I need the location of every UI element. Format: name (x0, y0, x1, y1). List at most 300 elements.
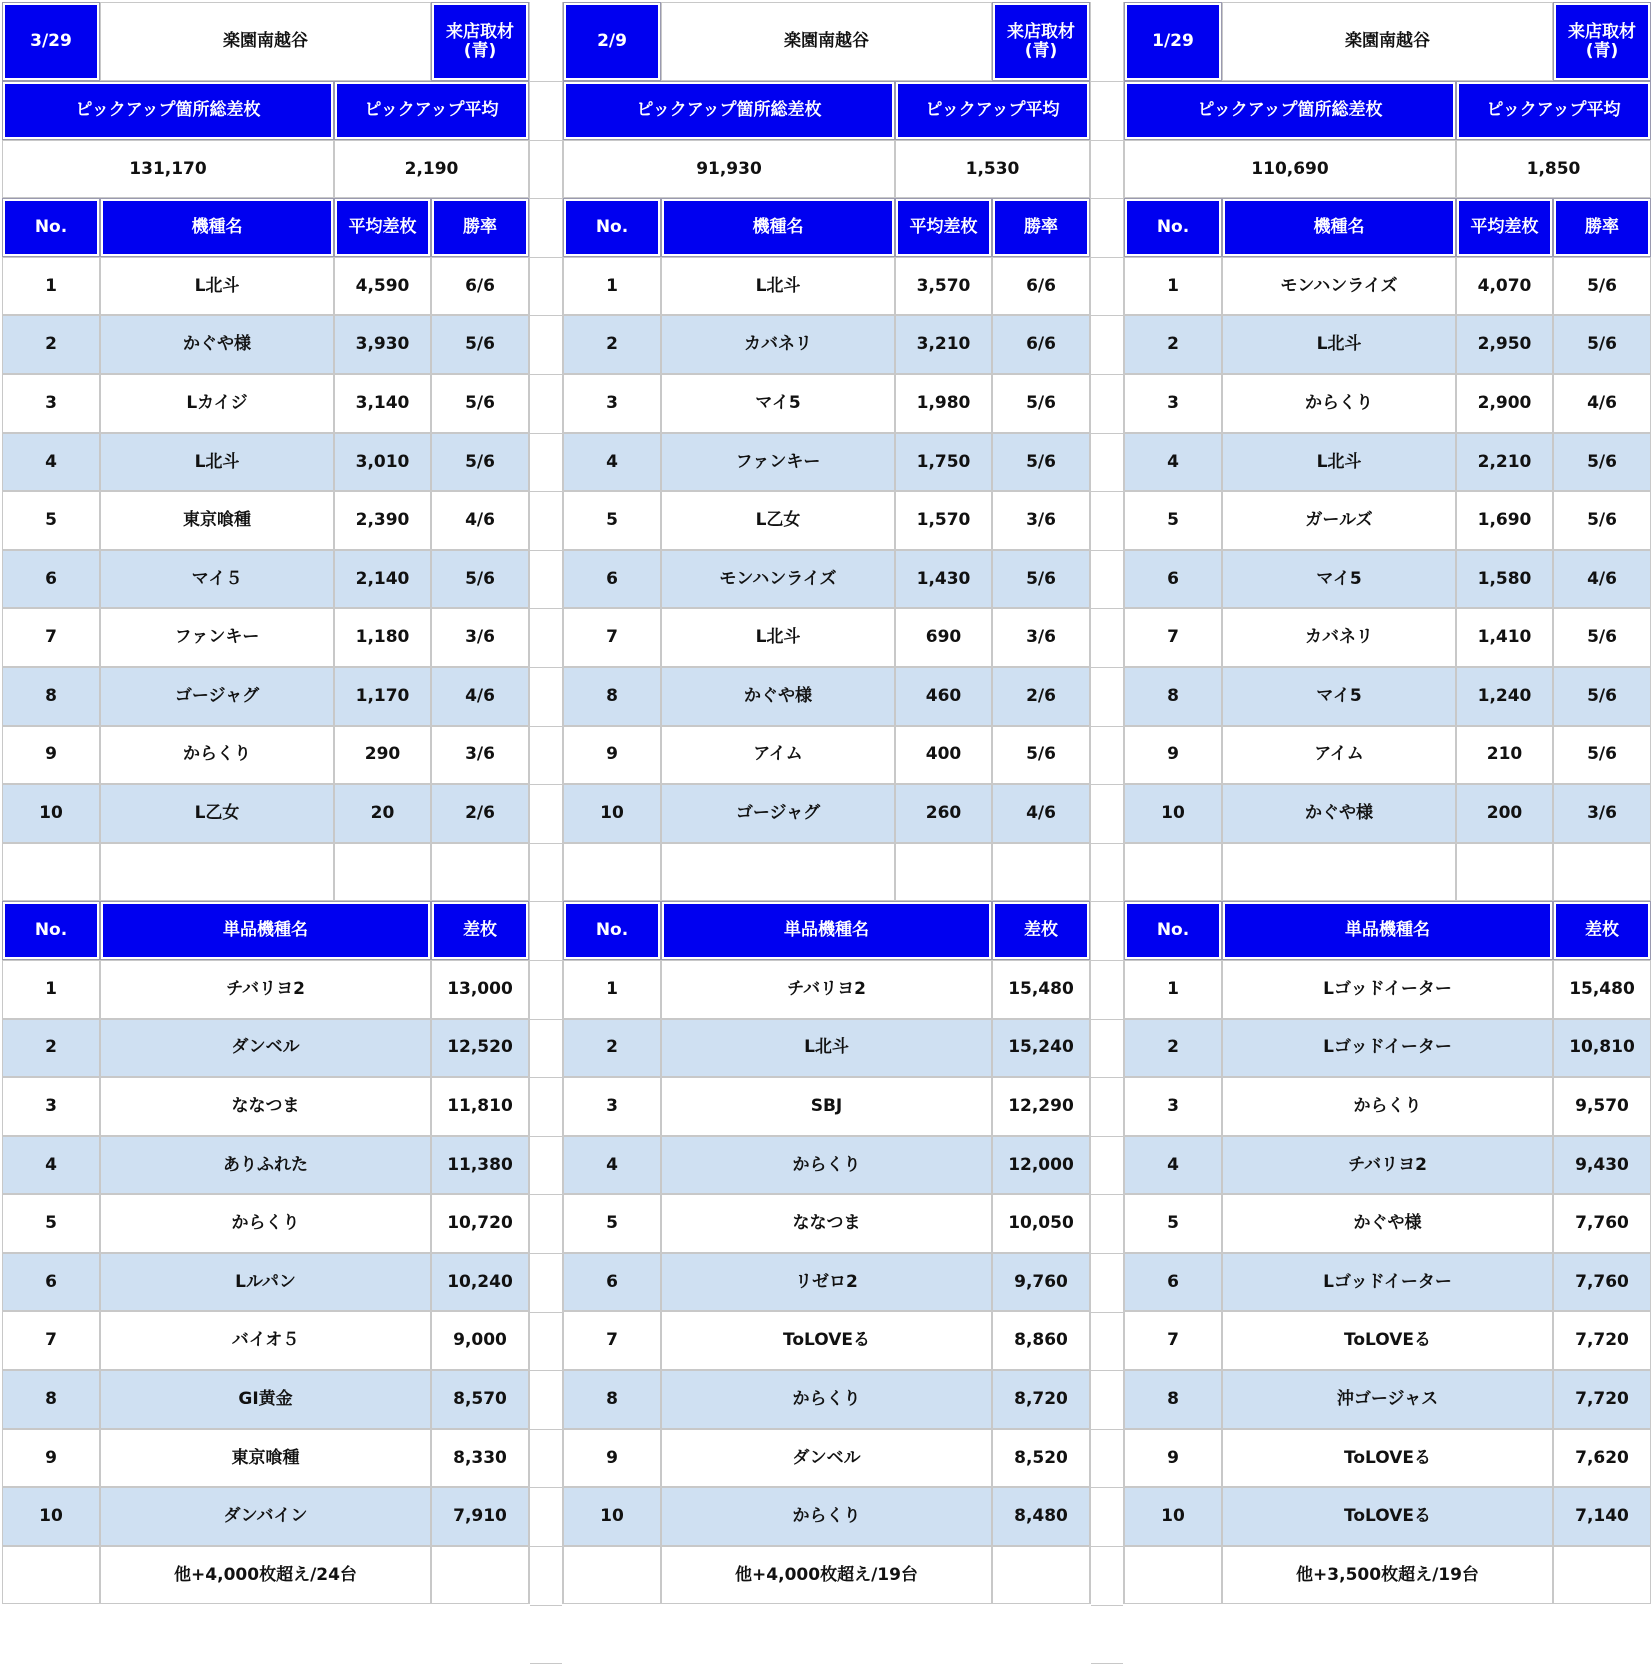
row-number: 7 (2, 608, 100, 667)
table-row (2, 1077, 529, 1136)
win-rate: 5/6 (1553, 608, 1651, 667)
gap-rule (1091, 491, 1123, 492)
table-row (1124, 257, 1651, 316)
single-model-name: GI黄金 (100, 1370, 431, 1429)
table-row (2, 1370, 529, 1429)
gap-rule (1091, 1136, 1123, 1137)
table-row (563, 1311, 1090, 1370)
win-rate: 4/6 (431, 667, 529, 726)
blank-cell (1124, 1546, 1222, 1605)
gap-rule (530, 1605, 562, 1606)
pickup-value-row (1124, 140, 1651, 199)
table-row (2, 433, 529, 492)
single-model-name: バイオ５ (100, 1311, 431, 1370)
single-diff: 7,620 (1553, 1429, 1651, 1488)
report-panel (563, 2, 1090, 1604)
row-number: 3 (563, 374, 661, 433)
table-row (563, 374, 1090, 433)
win-rate: 3/6 (1553, 784, 1651, 843)
column-gap (1090, 2, 1124, 1604)
no-header: No. (1124, 901, 1222, 960)
model-name: かぐや様 (100, 315, 334, 374)
single-diff: 8,520 (992, 1429, 1090, 1488)
single-model-name: チバリヨ2 (1222, 1136, 1553, 1195)
row-number: 7 (2, 1311, 100, 1370)
single-model-name: からくり (661, 1370, 992, 1429)
table-row (1124, 315, 1651, 374)
gap-rule (1091, 1312, 1123, 1313)
avg-diff: 290 (334, 726, 431, 785)
model-name: マイ5 (1222, 550, 1456, 609)
table-row (2, 550, 529, 609)
row-number: 4 (563, 1136, 661, 1195)
table-row (563, 784, 1090, 843)
avg-diff: 1,180 (334, 608, 431, 667)
no-header: No. (563, 901, 661, 960)
row-number: 10 (2, 784, 100, 843)
win-rate: 4/6 (1553, 550, 1651, 609)
avg-diff: 200 (1456, 784, 1553, 843)
pickup-header-row (2, 81, 529, 140)
gap-rule (1091, 1370, 1123, 1371)
blank-cell (992, 1546, 1090, 1605)
row-number: 7 (563, 608, 661, 667)
row-number: 8 (1124, 1370, 1222, 1429)
avg-diff: 3,930 (334, 315, 431, 374)
gap-rule (1091, 667, 1123, 668)
table-row (563, 550, 1090, 609)
table-row (1124, 726, 1651, 785)
model-name: L北斗 (100, 257, 334, 316)
gap-rule (1091, 374, 1123, 375)
model-name: アイム (1222, 726, 1456, 785)
model-name: ファンキー (100, 608, 334, 667)
gap-rule (1091, 257, 1123, 258)
row-number: 10 (1124, 784, 1222, 843)
blank-row (563, 843, 1090, 902)
model-name: カバネリ (1222, 608, 1456, 667)
row-number: 8 (563, 1370, 661, 1429)
model-name: L北斗 (661, 257, 895, 316)
gap-rule (530, 1546, 562, 1547)
win-rate: 3/6 (431, 726, 529, 785)
table-row (2, 315, 529, 374)
model-name: L北斗 (100, 433, 334, 492)
table-row (563, 433, 1090, 492)
blank-cell (334, 843, 431, 902)
gap-rule (530, 374, 562, 375)
row-number: 6 (563, 550, 661, 609)
table-row (563, 1077, 1090, 1136)
pickup-total-header: ピックアップ箇所総差枚 (563, 81, 895, 140)
table-row (1124, 784, 1651, 843)
store-name: 楽園南越谷 (1222, 2, 1553, 81)
win-rate: 5/6 (992, 726, 1090, 785)
single-model-name: L北斗 (661, 1019, 992, 1078)
win-rate: 5/6 (992, 433, 1090, 492)
single-diff: 9,570 (1553, 1077, 1651, 1136)
row-number: 6 (1124, 550, 1222, 609)
source-label: 来店取材 (青) (1553, 2, 1651, 81)
table-row (563, 960, 1090, 1019)
model-name: カバネリ (661, 315, 895, 374)
single-diff: 15,240 (992, 1019, 1090, 1078)
store-name: 楽園南越谷 (661, 2, 992, 81)
gap-rule (530, 1312, 562, 1313)
single-table-header (2, 901, 529, 960)
gap-rule (530, 960, 562, 961)
model-header: 機種名 (1222, 198, 1456, 257)
avg-diff: 260 (895, 784, 992, 843)
single-table-header (563, 901, 1090, 960)
no-header: No. (563, 198, 661, 257)
table-row (1124, 960, 1651, 1019)
pickup-total-value: 110,690 (1124, 140, 1456, 199)
table-row (2, 667, 529, 726)
table-row (1124, 1019, 1651, 1078)
blank-cell (563, 1546, 661, 1605)
model-table-header (1124, 198, 1651, 257)
event-date: 1/29 (1124, 2, 1222, 81)
table-row (2, 960, 529, 1019)
avg-diff: 2,140 (334, 550, 431, 609)
table-row (563, 608, 1090, 667)
gap-rule (1091, 960, 1123, 961)
win-rate: 4/6 (992, 784, 1090, 843)
gap-rule (530, 140, 562, 141)
model-header: 機種名 (100, 198, 334, 257)
model-name: モンハンライズ (661, 550, 895, 609)
row-number: 10 (563, 784, 661, 843)
single-model-name: からくり (1222, 1077, 1553, 1136)
avg-diff: 1,570 (895, 491, 992, 550)
table-row (2, 374, 529, 433)
single-diff: 12,520 (431, 1019, 529, 1078)
blank-cell (100, 843, 334, 902)
avg-diff: 2,900 (1456, 374, 1553, 433)
model-name: L乙女 (661, 491, 895, 550)
row-number: 9 (1124, 1429, 1222, 1488)
single-model-name: リゼロ2 (661, 1253, 992, 1312)
gap-rule (1091, 1253, 1123, 1254)
single-model-header: 単品機種名 (1222, 901, 1553, 960)
pickup-total-value: 91,930 (563, 140, 895, 199)
no-header: No. (2, 901, 100, 960)
table-row (1124, 1370, 1651, 1429)
model-name: マイ5 (1222, 667, 1456, 726)
table-row (563, 1136, 1090, 1195)
blank-cell (992, 843, 1090, 902)
avg-diff-header: 平均差枚 (1456, 198, 1553, 257)
gap-rule (530, 81, 562, 82)
avg-diff: 1,410 (1456, 608, 1553, 667)
win-rate: 5/6 (431, 374, 529, 433)
table-row (2, 1019, 529, 1078)
table-row (1124, 1429, 1651, 1488)
single-model-name: からくり (100, 1194, 431, 1253)
avg-diff: 1,430 (895, 550, 992, 609)
row-number: 9 (1124, 726, 1222, 785)
row-number: 3 (2, 374, 100, 433)
gap-rule (1091, 608, 1123, 609)
gap-rule (1091, 1077, 1123, 1078)
report-panel (2, 2, 529, 1604)
row-number: 10 (2, 1487, 100, 1546)
avg-diff: 1,750 (895, 433, 992, 492)
single-diff: 15,480 (1553, 960, 1651, 1019)
row-number: 2 (1124, 1019, 1222, 1078)
single-model-name: ToLOVEる (1222, 1429, 1553, 1488)
win-rate: 4/6 (1553, 374, 1651, 433)
table-row (2, 1194, 529, 1253)
single-model-name: ななつま (661, 1194, 992, 1253)
blank-cell (2, 1546, 100, 1605)
model-name: モンハンライズ (1222, 257, 1456, 316)
row-number: 2 (2, 1019, 100, 1078)
single-model-name: ダンバイン (100, 1487, 431, 1546)
table-row (1124, 1136, 1651, 1195)
single-model-name: 沖ゴージャス (1222, 1370, 1553, 1429)
model-name: L北斗 (661, 608, 895, 667)
win-rate: 3/6 (431, 608, 529, 667)
single-diff: 10,240 (431, 1253, 529, 1312)
single-model-name: ToLOVEる (1222, 1487, 1553, 1546)
row-number: 3 (1124, 374, 1222, 433)
model-name: アイム (661, 726, 895, 785)
single-diff: 10,720 (431, 1194, 529, 1253)
gap-rule (1091, 1429, 1123, 1430)
single-diff: 15,480 (992, 960, 1090, 1019)
model-name: ゴージャグ (661, 784, 895, 843)
row-number: 8 (2, 1370, 100, 1429)
row-number: 9 (2, 726, 100, 785)
row-number: 2 (563, 315, 661, 374)
avg-diff: 210 (1456, 726, 1553, 785)
gap-rule (1091, 726, 1123, 727)
gap-rule (530, 550, 562, 551)
single-model-name: からくり (661, 1487, 992, 1546)
single-diff: 12,290 (992, 1077, 1090, 1136)
single-diff: 8,330 (431, 1429, 529, 1488)
avg-diff: 1,690 (1456, 491, 1553, 550)
single-diff: 7,140 (1553, 1487, 1651, 1546)
title-row (2, 2, 529, 81)
gap-rule (530, 608, 562, 609)
blank-row (1124, 843, 1651, 902)
gap-rule (1091, 315, 1123, 316)
gap-rule (530, 667, 562, 668)
single-model-name: Lゴッドイーター (1222, 1253, 1553, 1312)
avg-diff: 460 (895, 667, 992, 726)
avg-diff: 3,570 (895, 257, 992, 316)
model-name: かぐや様 (1222, 784, 1456, 843)
avg-diff: 1,580 (1456, 550, 1553, 609)
single-diff: 10,810 (1553, 1019, 1651, 1078)
table-row (563, 1194, 1090, 1253)
blank-row (2, 843, 529, 902)
single-model-name: ありふれた (100, 1136, 431, 1195)
single-diff: 8,720 (992, 1370, 1090, 1429)
model-name: L北斗 (1222, 433, 1456, 492)
model-name: からくり (100, 726, 334, 785)
win-rate: 5/6 (1553, 667, 1651, 726)
single-model-name: Lルパン (100, 1253, 431, 1312)
row-number: 8 (2, 667, 100, 726)
row-number: 1 (563, 257, 661, 316)
row-number: 6 (2, 550, 100, 609)
row-number: 3 (2, 1077, 100, 1136)
single-diff: 10,050 (992, 1194, 1090, 1253)
table-row (1124, 608, 1651, 667)
row-number: 7 (1124, 1311, 1222, 1370)
single-model-name: かぐや様 (1222, 1194, 1553, 1253)
no-header: No. (2, 198, 100, 257)
blank-cell (1553, 843, 1651, 902)
avg-diff: 1,170 (334, 667, 431, 726)
table-row (2, 1311, 529, 1370)
pickup-total-value: 131,170 (2, 140, 334, 199)
gap-rule (1091, 784, 1123, 785)
pickup-header-row (563, 81, 1090, 140)
table-row (563, 257, 1090, 316)
table-row (1124, 667, 1651, 726)
row-number: 7 (563, 1311, 661, 1370)
single-diff: 9,000 (431, 1311, 529, 1370)
win-rate: 5/6 (431, 433, 529, 492)
win-rate: 3/6 (992, 491, 1090, 550)
others-row (2, 1546, 529, 1605)
blank-cell (431, 1546, 529, 1605)
table-row (2, 608, 529, 667)
pickup-value-row (2, 140, 529, 199)
blank-cell (1553, 1546, 1651, 1605)
model-name: L北斗 (1222, 315, 1456, 374)
report-panel (1124, 2, 1651, 1604)
table-row (563, 726, 1090, 785)
event-date: 3/29 (2, 2, 100, 81)
pickup-avg-value: 2,190 (334, 140, 529, 199)
table-row (2, 257, 529, 316)
single-model-header: 単品機種名 (661, 901, 992, 960)
row-number: 1 (2, 257, 100, 316)
row-number: 3 (563, 1077, 661, 1136)
model-table-header (563, 198, 1090, 257)
table-row (2, 726, 529, 785)
model-table-header (2, 198, 529, 257)
single-model-name: ダンベル (661, 1429, 992, 1488)
gap-rule (530, 1077, 562, 1078)
no-header: No. (1124, 198, 1222, 257)
row-number: 10 (1124, 1487, 1222, 1546)
avg-diff-header: 平均差枚 (895, 198, 992, 257)
single-diff: 8,480 (992, 1487, 1090, 1546)
avg-diff: 690 (895, 608, 992, 667)
row-number: 10 (563, 1487, 661, 1546)
avg-diff: 4,070 (1456, 257, 1553, 316)
blank-cell (2, 843, 100, 902)
table-row (1124, 550, 1651, 609)
avg-diff: 3,140 (334, 374, 431, 433)
row-number: 9 (2, 1429, 100, 1488)
win-rate: 5/6 (1553, 433, 1651, 492)
win-rate: 5/6 (992, 550, 1090, 609)
gap-rule (1091, 81, 1123, 82)
avg-diff: 1,240 (1456, 667, 1553, 726)
model-header: 機種名 (661, 198, 895, 257)
table-row (1124, 1253, 1651, 1312)
gap-rule (530, 1194, 562, 1195)
single-model-name: チバリヨ2 (661, 960, 992, 1019)
single-model-name: Lゴッドイーター (1222, 960, 1553, 1019)
table-row (1124, 1311, 1651, 1370)
event-date: 2/9 (563, 2, 661, 81)
win-rate: 6/6 (992, 315, 1090, 374)
table-row (563, 667, 1090, 726)
single-model-name: からくり (661, 1136, 992, 1195)
model-name: マイ5 (661, 374, 895, 433)
single-model-name: SBJ (661, 1077, 992, 1136)
table-row (1124, 1077, 1651, 1136)
win-rate-header: 勝率 (1553, 198, 1651, 257)
table-row (2, 1253, 529, 1312)
win-rate: 5/6 (1553, 491, 1651, 550)
single-diff: 8,570 (431, 1370, 529, 1429)
blank-cell (1222, 843, 1456, 902)
win-rate-header: 勝率 (992, 198, 1090, 257)
avg-diff: 20 (334, 784, 431, 843)
row-number: 9 (563, 726, 661, 785)
row-number: 1 (563, 960, 661, 1019)
row-number: 6 (563, 1253, 661, 1312)
table-row (2, 784, 529, 843)
model-name: マイ５ (100, 550, 334, 609)
row-number: 3 (1124, 1077, 1222, 1136)
table-row (563, 315, 1090, 374)
single-diff: 12,000 (992, 1136, 1090, 1195)
row-number: 6 (2, 1253, 100, 1312)
avg-diff: 2,390 (334, 491, 431, 550)
store-name: 楽園南越谷 (100, 2, 431, 81)
win-rate: 5/6 (1553, 726, 1651, 785)
others-summary: 他+4,000枚超え/19台 (661, 1546, 992, 1605)
model-name: L乙女 (100, 784, 334, 843)
pickup-header-row (1124, 81, 1651, 140)
diff-header: 差枚 (992, 901, 1090, 960)
model-name: ゴージャグ (100, 667, 334, 726)
gap-rule (530, 1429, 562, 1430)
row-number: 2 (2, 315, 100, 374)
single-diff: 7,910 (431, 1487, 529, 1546)
gap-rule (530, 315, 562, 316)
row-number: 5 (1124, 1194, 1222, 1253)
gap-rule (1091, 198, 1123, 199)
single-model-name: ななつま (100, 1077, 431, 1136)
single-model-name: ToLOVEる (661, 1311, 992, 1370)
gap-rule (530, 257, 562, 258)
gap-rule (530, 198, 562, 199)
row-number: 5 (2, 491, 100, 550)
single-diff: 7,720 (1553, 1311, 1651, 1370)
gap-rule (530, 901, 562, 902)
gap-rule (530, 433, 562, 434)
avg-diff: 2,210 (1456, 433, 1553, 492)
single-model-name: 東京喰種 (100, 1429, 431, 1488)
single-diff: 7,760 (1553, 1253, 1651, 1312)
row-number: 1 (2, 960, 100, 1019)
blank-cell (1124, 843, 1222, 902)
blank-cell (1456, 843, 1553, 902)
single-table-header (1124, 901, 1651, 960)
